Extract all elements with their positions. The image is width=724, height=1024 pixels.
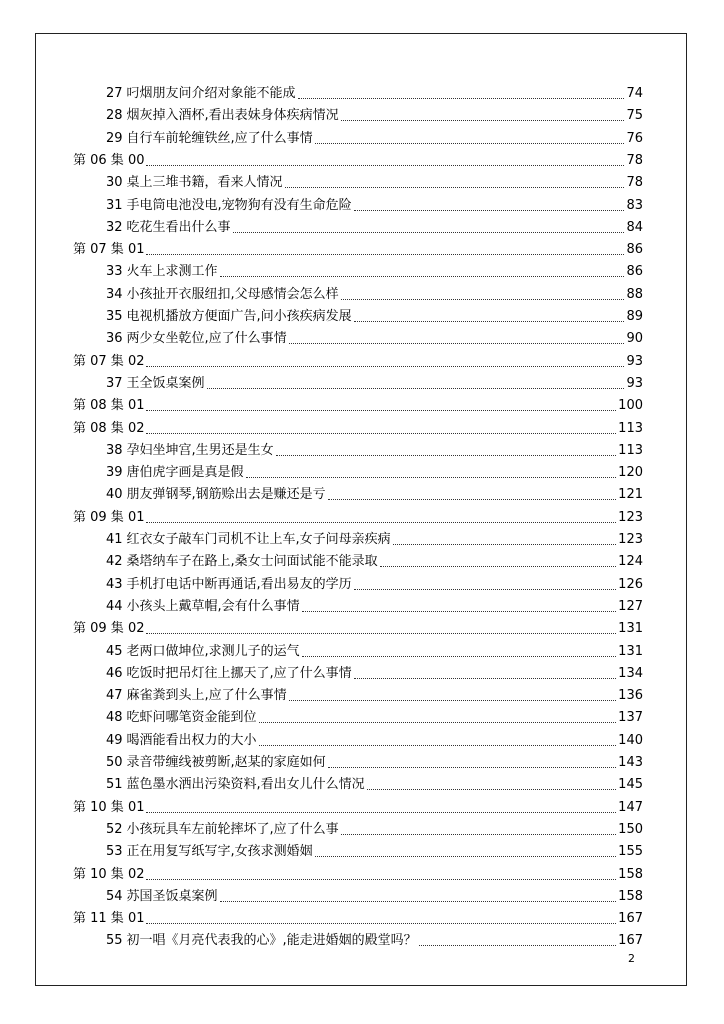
toc-entry-title: 第 10 集 01	[73, 799, 145, 815]
toc-entry-label	[106, 443, 274, 459]
dot-leader	[285, 186, 625, 188]
toc-entry-page: 158	[618, 866, 643, 882]
toc-entry-label	[73, 621, 144, 637]
toc-entry-number: 40	[106, 487, 123, 503]
toc-entry-page: 167	[618, 911, 643, 927]
dot-leader	[328, 766, 616, 768]
toc-entry-number: 54	[106, 888, 123, 904]
dot-leader	[259, 721, 617, 723]
toc-entry[interactable]	[106, 125, 643, 147]
toc-entry-page: 137	[618, 710, 643, 726]
toc-entry-title: 第 10 集 02	[73, 866, 145, 882]
dot-leader	[367, 788, 616, 790]
toc-entry-label	[106, 175, 283, 191]
toc-entry-label	[106, 688, 287, 704]
dot-leader	[146, 922, 616, 924]
toc-entry-label	[73, 421, 144, 437]
toc-entry-title: 正在用复写纸写字,女孩求测婚姻	[126, 844, 313, 860]
toc-entry-number: 52	[106, 821, 123, 837]
dot-leader	[298, 97, 625, 99]
toc-entry-title: 王全饭桌案例	[126, 375, 205, 391]
dot-leader	[146, 409, 616, 411]
toc-entry-label	[106, 532, 391, 548]
toc-entry[interactable]	[106, 682, 643, 704]
toc-chapter[interactable]	[73, 147, 643, 169]
toc-entry-label	[106, 599, 300, 615]
toc-entry-label	[106, 777, 365, 793]
toc-entry-label	[73, 242, 144, 258]
toc-entry[interactable]	[106, 325, 643, 347]
toc-entry-page: 127	[618, 598, 643, 614]
dot-leader	[315, 142, 625, 144]
toc-entry-label	[106, 554, 378, 570]
toc-entry-label	[106, 309, 352, 325]
toc-entry[interactable]	[106, 80, 643, 102]
dot-leader	[328, 498, 616, 500]
toc-chapter[interactable]	[73, 615, 643, 637]
toc-entry-page: 86	[626, 242, 643, 258]
toc-entry-number: 49	[106, 732, 123, 748]
toc-entry-page: 93	[626, 353, 643, 369]
toc-entry-label	[73, 911, 144, 927]
toc-entry-page: 90	[626, 331, 643, 347]
toc-entry-title: 手电筒电池没电,宠物狗有没有生命危险	[126, 197, 352, 213]
toc-entry-page: 75	[626, 108, 643, 124]
dot-leader	[233, 231, 625, 233]
toc-entry-page: 131	[618, 621, 643, 637]
toc-chapter[interactable]	[73, 504, 643, 526]
toc-entry-title: 蓝色墨水洒出污染资料,看出女儿什么情况	[126, 777, 365, 793]
dot-leader	[419, 944, 616, 946]
toc-entry-label	[106, 933, 417, 949]
toc-entry-label	[106, 465, 244, 481]
toc-entry-page: 78	[626, 175, 643, 191]
toc-entry-label	[73, 398, 144, 414]
toc-entry-page: 143	[618, 755, 643, 770]
toc-entry-title: 第 09 集 01	[73, 509, 145, 525]
toc-entry-number: 43	[106, 576, 123, 592]
toc-entry[interactable]	[106, 749, 643, 771]
toc-entry[interactable]	[106, 638, 643, 660]
toc-entry-title: 桑塔纳车子在路上,桑女士问面试能不能录取	[126, 554, 378, 570]
toc-entry-page: 147	[618, 799, 643, 815]
toc-entry-page: 88	[626, 286, 643, 302]
toc-entry[interactable]	[106, 192, 643, 214]
toc-entry-label	[106, 733, 257, 749]
toc-entry[interactable]	[106, 771, 643, 793]
toc-entry-page: 167	[618, 933, 643, 949]
dot-leader	[259, 744, 617, 746]
dot-leader	[354, 588, 616, 590]
toc-entry-number: 53	[106, 844, 123, 860]
toc-entry-page: 100	[618, 398, 643, 414]
toc-entry-title: 第 07 集 01	[73, 242, 145, 258]
toc-chapter[interactable]	[73, 794, 643, 816]
toc-entry-page: 89	[626, 309, 643, 324]
toc-entry-title: 孕妇坐坤宫,生男还是生女	[126, 442, 274, 458]
toc-entry-title: 电视机播放方便面广告,问小孩疾病发展	[126, 309, 352, 324]
toc-entry-page: 123	[618, 532, 643, 547]
toc-entry-label	[106, 844, 313, 860]
toc-entry-title: 喝酒能看出权力的大小	[126, 732, 257, 748]
toc-chapter[interactable]	[73, 236, 643, 258]
toc-entry-title: 第 09 集 02	[73, 621, 145, 637]
dot-leader	[220, 275, 625, 277]
dot-leader	[354, 209, 625, 211]
toc-entry-page: 123	[618, 509, 643, 525]
toc-entry-number: 45	[106, 643, 123, 659]
toc-entry-title: 初一唱《月亮代表我的心》,能走进婚姻的殿堂吗？	[126, 933, 417, 949]
dot-leader	[341, 833, 616, 835]
toc-entry-label	[106, 487, 326, 503]
dot-leader	[146, 811, 616, 813]
toc-entry-number: 31	[106, 197, 123, 213]
toc-entry-number: 41	[106, 532, 123, 547]
toc-entry-number: 35	[106, 309, 123, 324]
toc-entry-title: 第 07 集 02	[73, 353, 145, 369]
dot-leader	[354, 677, 616, 679]
toc-entry-number: 27	[106, 86, 123, 101]
dot-leader	[341, 119, 625, 121]
toc-entry-label	[106, 331, 287, 347]
toc-entry-title: 红衣女子敲车门司机不让上车,女子问母亲疾病	[126, 532, 391, 547]
toc-entry-number: 55	[106, 933, 123, 949]
toc-entry-label	[73, 153, 144, 169]
dot-leader	[246, 476, 617, 478]
dot-leader	[289, 342, 625, 344]
toc-entry-page: 124	[618, 554, 643, 570]
toc-entry-page: 74	[626, 86, 643, 101]
toc-entry-number: 48	[106, 710, 123, 726]
dot-leader	[146, 632, 616, 634]
dot-leader	[146, 164, 624, 166]
toc-entry[interactable]	[106, 660, 643, 682]
toc-entry-title: 第 08 集 01	[73, 398, 145, 414]
toc-entry-label	[73, 867, 144, 883]
dot-leader	[393, 543, 616, 545]
toc-entry-page: 134	[618, 665, 643, 681]
toc-entry-title: 吃饭时把吊灯往上挪天了,应了什么事情	[126, 665, 352, 681]
toc-entry[interactable]	[106, 548, 643, 570]
toc-entry[interactable]	[106, 459, 643, 481]
toc-entry[interactable]	[106, 102, 643, 124]
toc-entry[interactable]	[106, 526, 643, 548]
dot-leader	[146, 365, 624, 367]
dot-leader	[315, 855, 616, 857]
toc-entry-label	[106, 108, 339, 124]
dot-leader	[146, 878, 616, 880]
toc-chapter[interactable]	[73, 392, 643, 414]
toc-entry-number: 46	[106, 665, 123, 681]
toc-entry-number: 34	[106, 286, 123, 302]
toc-entry[interactable]	[106, 214, 643, 236]
toc-entry[interactable]	[106, 303, 643, 325]
toc-entry-title: 吃花生看出什么事	[126, 219, 231, 235]
toc-entry-title: 烟灰掉入酒杯,看出表妹身体疾病情况	[126, 108, 339, 124]
toc-entry-number: 28	[106, 108, 123, 124]
toc-entry-title: 麻雀粪到头上,应了什么事情	[126, 688, 287, 704]
toc-entry-page: 78	[626, 152, 643, 168]
toc-entry-label	[106, 710, 257, 726]
toc-entry[interactable]	[106, 883, 643, 905]
toc-entry[interactable]	[106, 571, 643, 593]
toc-entry[interactable]	[106, 258, 643, 280]
toc-entry-page: 140	[618, 732, 643, 748]
dot-leader	[276, 454, 616, 456]
toc-entry[interactable]	[106, 281, 643, 303]
dot-leader	[341, 298, 625, 300]
toc-chapter[interactable]	[73, 905, 643, 927]
toc-entry-number: 32	[106, 219, 123, 235]
toc-entry[interactable]	[106, 704, 643, 726]
toc-entry-title: 小孩玩具车左前轮摔坏了,应了什么事	[126, 821, 339, 837]
toc-entry-title: 录音带缠线被剪断,赵某的家庭如何	[126, 755, 326, 770]
toc-entry[interactable]	[106, 370, 643, 392]
toc-entry-page: 113	[618, 442, 643, 458]
toc-entry-number: 36	[106, 331, 123, 347]
toc-entry-label	[106, 220, 231, 236]
toc-entry[interactable]	[106, 169, 643, 191]
toc-entry-page: 145	[618, 777, 643, 793]
dot-leader	[354, 320, 625, 322]
toc-entry-number: 33	[106, 264, 123, 280]
toc-entry-label	[106, 131, 313, 147]
toc-entry-title: 两少女坐乾位,应了什么事情	[126, 331, 287, 347]
toc-entry-page: 126	[618, 576, 643, 592]
toc-entry-title: 苏国圣饭桌案例	[126, 888, 218, 904]
toc-entry-title: 手机打电话中断再通话,看出易友的学历	[126, 576, 352, 592]
toc-entry-label	[106, 755, 326, 771]
toc-entry-number: 39	[106, 465, 123, 481]
toc-entry-title: 桌上三堆书籍，看来人情况	[126, 175, 283, 191]
toc-entry[interactable]	[106, 727, 643, 749]
toc-entry-title: 第 08 集 02	[73, 420, 145, 436]
toc-entry-number: 29	[106, 130, 123, 146]
dot-leader	[302, 655, 616, 657]
toc-entry-title: 第 06 集 00	[73, 152, 145, 168]
toc-entry[interactable]	[106, 437, 643, 459]
toc-entry[interactable]	[106, 927, 643, 949]
toc-entry-page: 136	[618, 688, 643, 704]
toc-entry-page: 120	[618, 465, 643, 481]
toc-entry-title: 叼烟朋友问介绍对象能不能成	[126, 86, 296, 101]
toc-entry-title: 第 11 集 01	[73, 911, 145, 927]
toc-entry-number: 38	[106, 442, 123, 458]
toc-entry-title: 老两口做坤位,求测儿子的运气	[126, 643, 300, 659]
toc-entry-page: 121	[618, 487, 643, 503]
dot-leader	[302, 610, 616, 612]
toc-entry-label	[106, 376, 205, 392]
toc-entry-title: 小孩头上戴草帽,会有什么事情	[126, 598, 300, 614]
toc-entry-page: 93	[626, 375, 643, 391]
toc-entry-label	[106, 822, 339, 838]
toc-entry-page: 150	[618, 821, 643, 837]
toc-entry-label	[106, 889, 218, 905]
toc-entry-page: 76	[626, 130, 643, 146]
toc-entry-label	[73, 510, 144, 526]
toc-entry-title: 朋友弹钢琴,钢筋赊出去是赚还是亏	[126, 487, 326, 503]
toc-entry-page: 84	[626, 219, 643, 235]
dot-leader	[146, 521, 616, 523]
toc-entry-label	[106, 644, 300, 660]
toc-entry[interactable]	[106, 481, 643, 503]
toc-entry-label	[106, 264, 218, 280]
dot-leader	[207, 387, 625, 389]
page-number: 2	[628, 952, 635, 965]
toc-entry-page: 113	[618, 420, 643, 436]
toc-chapter[interactable]	[73, 861, 643, 883]
toc-entry-number: 37	[106, 375, 123, 391]
toc-entry[interactable]	[106, 593, 643, 615]
toc-entry-number: 47	[106, 688, 123, 704]
toc-entry-number: 42	[106, 554, 123, 570]
toc-entry-number: 44	[106, 598, 123, 614]
toc-chapter[interactable]	[73, 348, 643, 370]
toc-entry-title: 吃虾问哪笔资金能到位	[126, 710, 257, 726]
toc-entry-label	[106, 666, 352, 682]
toc-entry-number: 50	[106, 755, 123, 770]
dot-leader	[146, 253, 624, 255]
dot-leader	[380, 565, 616, 567]
toc-entry-label	[106, 287, 339, 303]
toc-entry-title: 火车上求测工作	[126, 264, 218, 280]
toc-entry-label	[73, 354, 144, 370]
toc-entry-page: 158	[618, 888, 643, 904]
dot-leader	[289, 699, 616, 701]
toc-entry-label	[73, 800, 144, 816]
dot-leader	[146, 432, 616, 434]
toc-entry-page: 86	[626, 264, 643, 280]
toc-entry-page: 131	[618, 643, 643, 659]
toc-entry-label	[106, 198, 352, 214]
toc-entry-title: 唐伯虎字画是真是假	[126, 465, 244, 481]
toc-entry-title: 自行车前轮缠铁丝,应了什么事情	[126, 130, 313, 146]
dot-leader	[220, 900, 617, 902]
toc-chapter[interactable]	[73, 415, 643, 437]
toc-entry-label	[106, 577, 352, 593]
toc-entry-page: 83	[626, 197, 643, 213]
toc-entry[interactable]	[106, 838, 643, 860]
toc-entry-label	[106, 86, 296, 102]
toc-entry-number: 30	[106, 175, 123, 191]
toc-entry-title: 小孩扯开衣服纽扣,父母感情会怎么样	[126, 286, 339, 302]
toc-entry[interactable]	[106, 816, 643, 838]
toc-entry-number: 51	[106, 777, 123, 793]
toc-entry-page: 155	[618, 844, 643, 860]
